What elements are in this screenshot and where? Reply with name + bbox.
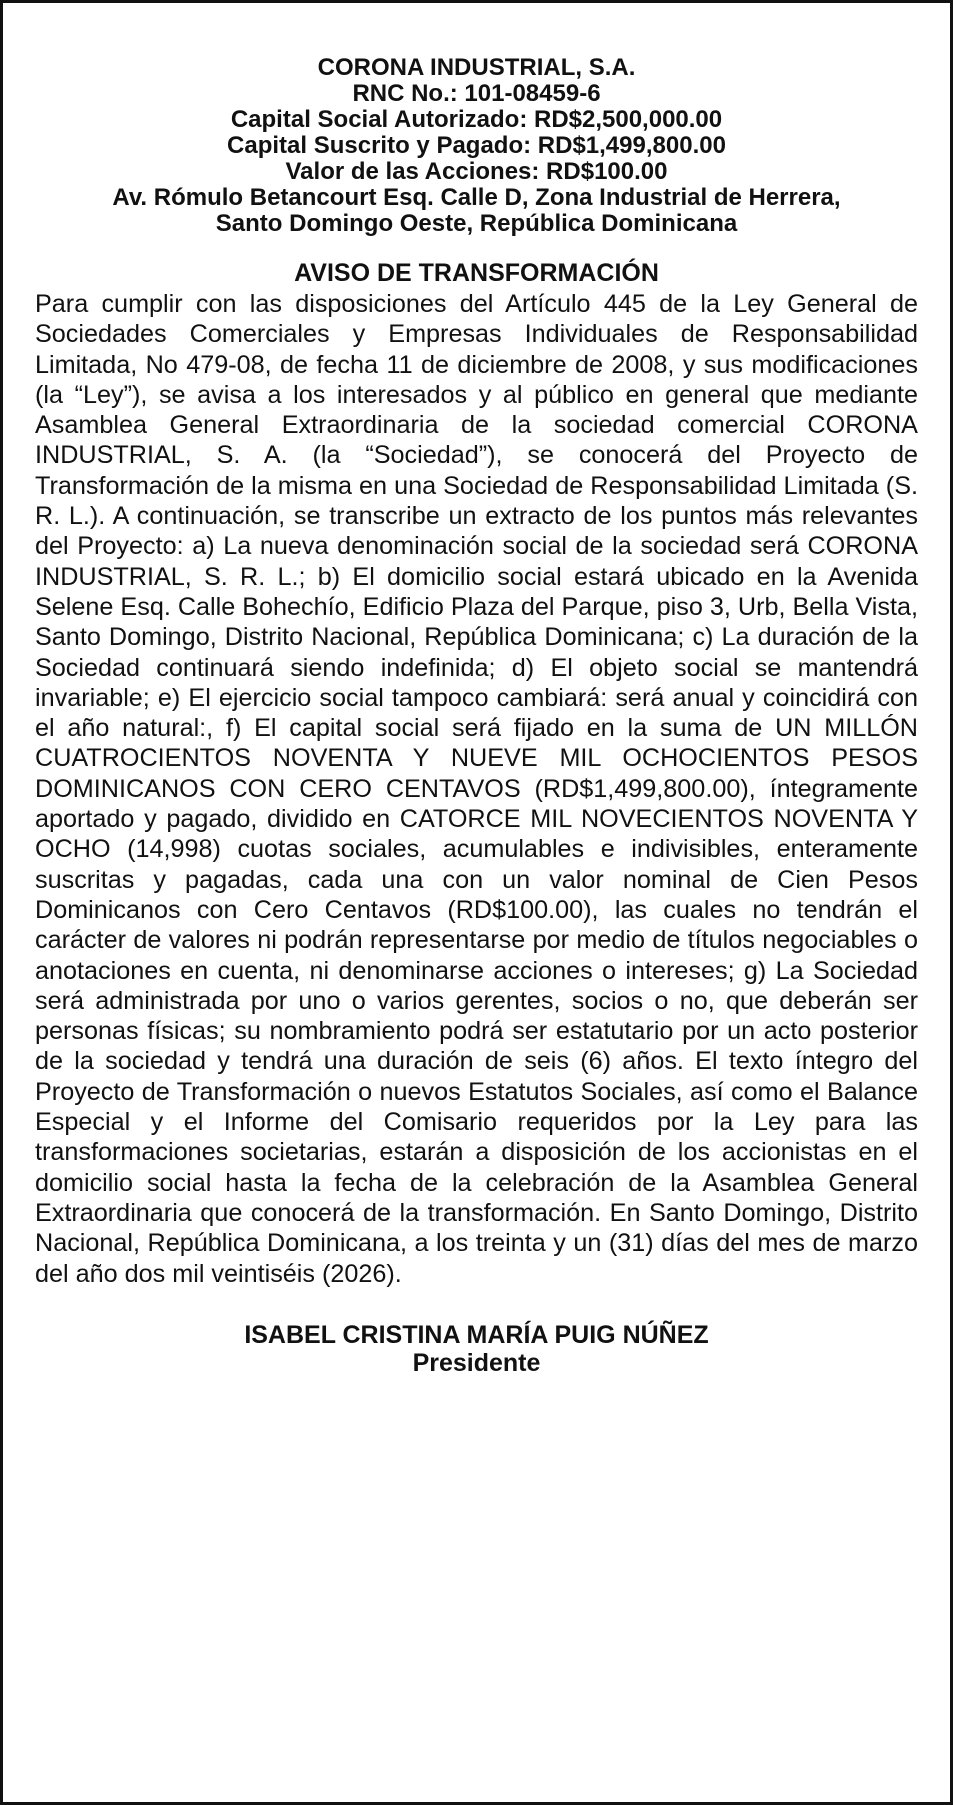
signatory-role: Presidente — [412, 1348, 541, 1377]
capital-suscrito: Capital Suscrito y Pagado: RD$1,499,800.00 — [227, 132, 726, 159]
rnc-number: RNC No.: 101-08459-6 — [352, 80, 601, 107]
signature-block — [35, 1321, 918, 1377]
notice-body: Para cumplir con las disposiciones del Artículo 445 de la Ley General de Sociedades Comerciales y Empresas Individuales de Responsabilidad Limitada, No 479-08, de fecha 11 de diciembre de 2008, y sus modificaciones (la “Ley”), se avisa a los interesados y al público en general que mediante Asamblea General Extraordinaria de la sociedad comercial CORONA INDUSTRIAL, S. A. (la “Sociedad”), se conocerá del Proyecto de Transformación de la misma en una Sociedad de Responsabilidad Limitada (S. R. L.). A continuación, se transcribe un extracto de los puntos más relevantes del Proyecto: a) La nueva denominación social de la sociedad será CORONA INDUSTRIAL, S. R. L.; b) El domicilio social estará ubicado en la Avenida Selene Esq. Calle Bohechío, Edificio Plaza del Parque, piso 3, Urb, Bella Vista, Santo Domingo, Distrito Nacional, República Dominicana; c) La duración de la Sociedad continuará siendo indefinida; d) El objeto social se mantendrá invariable; e) El ejercicio social tampoco cambiará: será anual y coincidirá con el año natural:, f) El capital social será fijado en la suma de UN MILLÓN CUATROCIENTOS NOVENTA Y NUEVE MIL OCHOCIENTOS PESOS DOMINICANOS CON CERO CENTAVOS (RD$1,499,800.00), íntegramente aportado y pagado, dividido en CATORCE MIL NOVECIENTOS NOVENTA Y OCHO (14,998) cuotas sociales, acumulables e indivisibles, enteramente suscritas y pagadas, cada una con un valor nominal de Cien Pesos Dominicanos con Cero Centavos (RD$100.00), las cuales no tendrán el carácter de valores ni podrán representarse por medio de títulos negociables o anotaciones en cuenta, ni denominarse acciones o intereses; g) La Sociedad será administrada por uno o varios gerentes, socios o no, que deberán ser personas físicas; su nombramiento podrá ser estatutario por un acto posterior de la sociedad y tendrá una duración de seis (6) años. El texto íntegro del Proyecto de Transformación o nuevos Estatutos Sociales, así como el Balance Especial y el Informe del Comisario requeridos por la Ley para las transformaciones societarias, estarán a disposición de los accionistas en el domicilio social hasta la fecha de la celebración de la Asamblea General Extraordinaria que conocerá de la transformación. En Santo Domingo, Distrito Nacional, República Dominicana, a los treinta y un (31) días del mes de marzo del año dos mil veintiséis (2026). — [35, 290, 919, 1288]
notice-content — [35, 55, 918, 1377]
address-line-2: Santo Domingo Oeste, República Dominicana — [215, 210, 738, 237]
company-header — [35, 55, 918, 237]
address-line-1: Av. Rómulo Betancourt Esq. Calle D, Zona Industrial de Herrera, — [112, 184, 841, 211]
notice-title: AVISO DE TRANSFORMACIÓN — [294, 259, 659, 287]
signatory-name: ISABEL CRISTINA MARÍA PUIG NÚÑEZ — [244, 1320, 709, 1349]
capital-autorizado: Capital Social Autorizado: RD$2,500,000.00 — [230, 106, 723, 133]
valor-acciones: Valor de las Acciones: RD$100.00 — [285, 158, 668, 185]
company-name: CORONA INDUSTRIAL, S.A. — [317, 54, 636, 81]
